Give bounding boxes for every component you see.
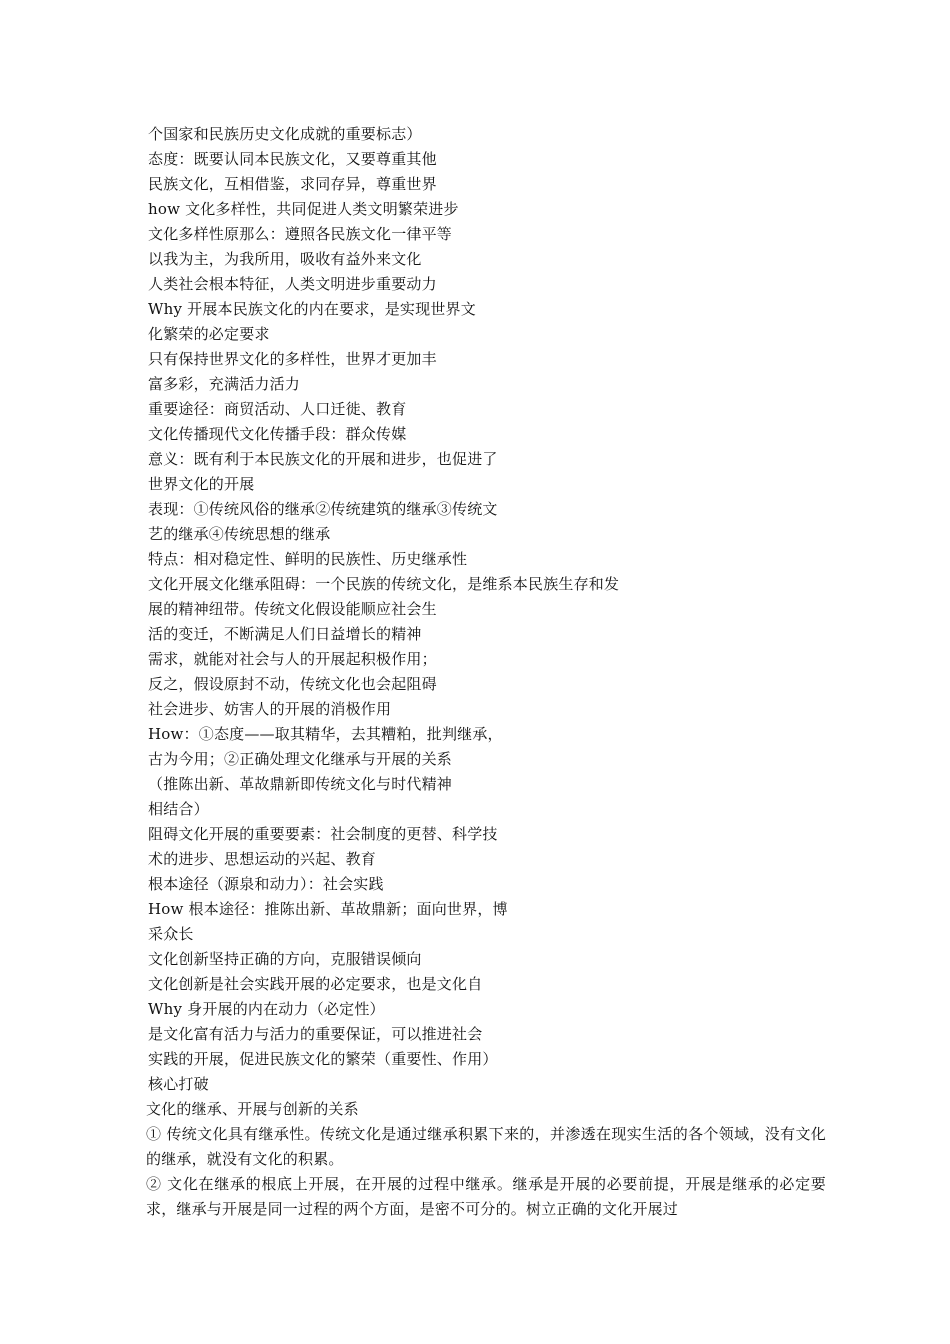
text-line: 实践的开展，促进民族文化的繁荣（重要性、作用）: [148, 1050, 498, 1068]
text-line: （推陈出新、革故鼎新即传统文化与时代精神: [148, 775, 453, 793]
section-heading: 文化的继承、开展与创新的关系: [146, 1100, 359, 1118]
text-line: 展的精神纽带。传统文化假设能顺应社会生: [148, 600, 437, 618]
text-line: 反之，假设原封不动，传统文化也会起阻碍: [148, 675, 437, 693]
text-line: 以我为主，为我所用，吸收有益外来文化: [148, 250, 422, 268]
text-line: 重要途径：商贸活动、人口迁徙、教育: [148, 400, 407, 418]
text-line: 文化传播现代文化传播手段：群众传媒: [148, 425, 407, 443]
text-line: 活的变迁，不断满足人们日益增长的精神: [148, 625, 422, 643]
text-line: 古为今用；②正确处理文化继承与开展的关系: [148, 750, 453, 768]
text-line: 艺的继承④传统思想的继承: [148, 525, 331, 543]
text-line: 文化创新是社会实践开展的必定要求，也是文化自: [148, 975, 483, 993]
text-line: 态度：既要认同本民族文化，又要尊重其他: [148, 150, 437, 168]
text-line: 只有保持世界文化的多样性，世界才更加丰: [148, 350, 437, 368]
paragraph: ① 传统文化具有继承性。传统文化是通过继承积累下来的，并渗透在现实生活的各个领域，没有文化的继承，就没有文化的积累。: [146, 1125, 826, 1168]
text-line: 采众长: [148, 925, 194, 943]
text-line: 需求，就能对社会与人的开展起积极作用；: [148, 650, 437, 668]
text-line: 化繁荣的必定要求: [148, 325, 270, 343]
text-line: How：①态度——取其精华，去其糟粕，批判继承，: [148, 725, 503, 743]
outline-lines: [148, 122, 708, 1097]
text-line: 人类社会根本特征，人类文明进步重要动力: [148, 275, 437, 293]
body-paragraphs: [146, 1097, 826, 1222]
text-line: How 根本途径：推陈出新、革故鼎新；面向世界，博: [148, 900, 508, 918]
text-line: 意义：既有利于本民族文化的开展和进步，也促进了: [148, 450, 498, 468]
text-line: 世界文化的开展: [148, 475, 255, 493]
text-line: 个国家和民族历史文化成就的重要标志）: [148, 125, 422, 143]
text-line: 社会进步、妨害人的开展的消极作用: [148, 700, 392, 718]
text-line: 核心打破: [148, 1075, 209, 1093]
text-line: 民族文化，互相借鉴，求同存异，尊重世界: [148, 175, 437, 193]
text-line: 术的进步、思想运动的兴起、教育: [148, 850, 377, 868]
paragraph: ② 文化在继承的根底上开展，在开展的过程中继承。继承是开展的必要前提，开展是继承的必定要求，继承与开展是同一过程的两个方面，是密不可分的。树立正确的文化开展过: [146, 1175, 826, 1218]
text-line: 文化开展文化继承阻碍：一个民族的传统文化，是维系本民族生存和发: [148, 575, 620, 593]
text-line: Why 身开展的内在动力（必定性）: [148, 1000, 385, 1018]
text-line: 表现：①传统风俗的继承②传统建筑的继承③传统文: [148, 500, 498, 518]
text-line: 是文化富有活力与活力的重要保证，可以推进社会: [148, 1025, 483, 1043]
text-line: 相结合）: [148, 800, 209, 818]
text-line: how 文化多样性，共同促进人类文明繁荣进步: [148, 200, 459, 218]
text-line: 根本途径（源泉和动力）：社会实践: [148, 875, 384, 893]
text-line: 文化创新坚持正确的方向，克服错误倾向: [148, 950, 422, 968]
text-line: 阻碍文化开展的重要要素：社会制度的更替、科学技: [148, 825, 498, 843]
text-line: 特点：相对稳定性、鲜明的民族性、历史继承性: [148, 550, 468, 568]
text-line: 富多彩，充满活力活力: [148, 375, 301, 393]
text-line: Why 开展本民族文化的内在要求，是实现世界文: [148, 300, 476, 318]
text-line: 文化多样性原那么：遵照各民族文化一律平等: [148, 225, 453, 243]
